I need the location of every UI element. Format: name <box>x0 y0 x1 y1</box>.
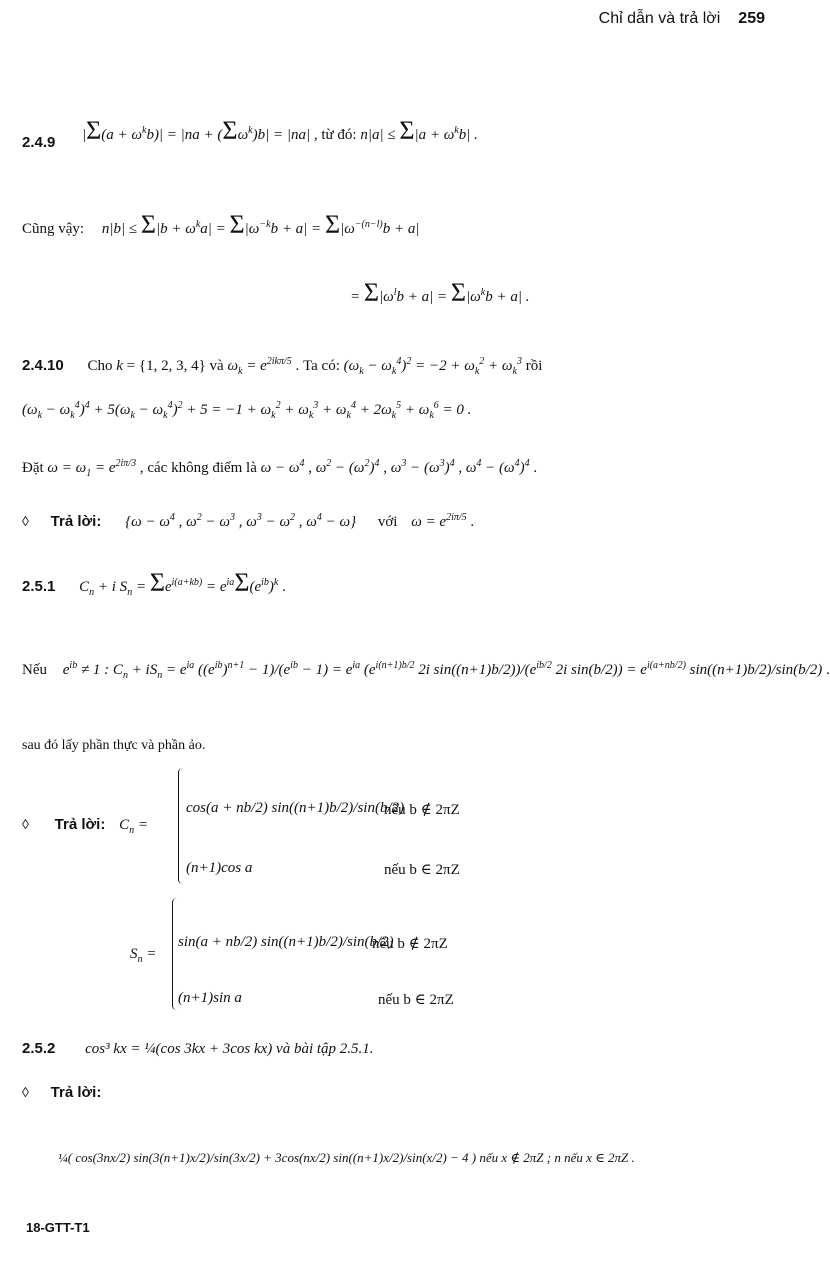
answer-2-5-2: ¼( cos(3nx/2) sin(3(n+1)x/2)/sin(3x/2) + 3cos(nx/2) sin((n+1)x/2)/sin(x/2) − 4 ) nếu x ∉ 2πZ ; n nếu x ∈ 2πZ . <box>58 1150 635 1165</box>
cn-case2: (n+1)cos a <box>186 860 253 876</box>
sn-case1-condition: nếu b ∉ 2πZ <box>372 936 448 952</box>
exercise-2-5-2: 2.5.2 cos³ kx = ¼(cos 3kx + 3cos kx) và bài tập 2.5.1. <box>22 1040 374 1057</box>
sn-case2: (n+1)sin a <box>178 990 242 1006</box>
diamond-icon: ◊ <box>22 818 29 833</box>
equation-2-5-1-line2: Nếu $e^{ib} \ne 1$ : $C_n + iS_n = e^{ia}$ $((e^{ib})^{n+1} - 1)/(e^{ib} - 1) = e^{ia}$ ($e^{i(n+1)b/2}$ 2i $\sin((n+1)b/2))/(e^{ib/2}$ 2i $\sin(b/2)) = e^{i(a+nb/2)}$ sin((n+1)b/2)/sin(b/2) . <box>22 660 830 681</box>
footer-signature: 18-GTT-T1 <box>26 1220 90 1235</box>
sn-case2-condition: nếu b ∈ 2πZ <box>378 992 454 1008</box>
equation-2-4-9-line3: = $\Sigma|\omega^lb + a| = \Sigma|\omega^kb + a|$ . <box>350 278 530 307</box>
cn-case1: cos(a + nb/2) sin((n+1)b/2)/sin(b/2) <box>186 800 405 816</box>
sn-case1: sin(a + nb/2) sin((n+1)b/2)/sin(b/2) <box>178 934 394 950</box>
exercise-2-5-1: 2.5.1 $C_n + i$ $S_n = \Sigma e^{i(a+kb)} = e^{ia}\Sigma(e^{ib})^k$ . <box>22 568 286 598</box>
exercise-2-4-10: 2.4.10 Cho k = {1, 2, 3, 4} và $\omega_k = e^{2ik\pi/5}$ . Ta có: $(\omega_k - \omega_k^4)^2 = -2 + \omega_k^2 + \omega_k^3$ rồi <box>22 356 543 377</box>
answer-2-4-10: ◊ Trả lời: {$\omega - \omega^4$ , $\omega^2 - \omega^3$ , $\omega^3 - \omega^2$ , $\omega^4 - \omega$} với $\omega = e^{2i\pi/5}$ . <box>22 512 475 530</box>
answer-2-5-2-label: ◊ Trả lời: <box>22 1084 102 1101</box>
equation-2-4-10-line2: $(\omega_k - \omega_k^4)^4 + 5(\omega_k - \omega_k^4)^2 + 5 = -1 + \omega_k^2 + \omega_k^3 + \omega_k^4 + 2\omega_k^5 + \omega_k^6 = 0$ . <box>22 400 472 421</box>
header-title: Chỉ dẫn và trả lời <box>598 10 721 27</box>
equation-2-5-1-line3: sau đó lấy phần thực và phần ảo. <box>22 738 206 753</box>
page-number: 259 <box>738 10 765 27</box>
answer-2-5-1-cn: ◊ Trả lời: $C_n$ = <box>22 816 148 836</box>
running-header <box>599 10 765 28</box>
sn-label: $S_n$ = <box>130 946 157 965</box>
equation-2-4-9-line2: Cũng vậy: $n|b| \le \Sigma|b + \omega^ka| = \Sigma|\omega^{-k}b + a| = \Sigma|\omega^{-(n-l)}b + a|$ <box>22 210 420 239</box>
equation-2-4-9-top: $|\Sigma(a + \omega^kb)| = |na + (\Sigma\omega^k)b| = |na|$ , từ đó: $n|a| \le \Sigma|a + \omega^kb|$ . <box>82 116 478 145</box>
cn-case2-condition: nếu b ∈ 2πZ <box>384 862 460 878</box>
diamond-icon: ◊ <box>22 515 29 530</box>
cn-case1-condition: nếu b ∉ 2πZ <box>384 802 460 818</box>
exercise-label: 2.4.9 <box>22 134 56 151</box>
equation-2-4-10-line3: Đặt $\omega = \omega_1 = e^{2i\pi/3}$ , các không điểm là $\omega - \omega^4$ , $\omega^2 - (\omega^2)^4$ , $\omega^3 - (\omega^3)^4$ , $\omega^4 - (\omega^4)^4$ . <box>22 458 538 479</box>
diamond-icon: ◊ <box>22 1086 29 1101</box>
